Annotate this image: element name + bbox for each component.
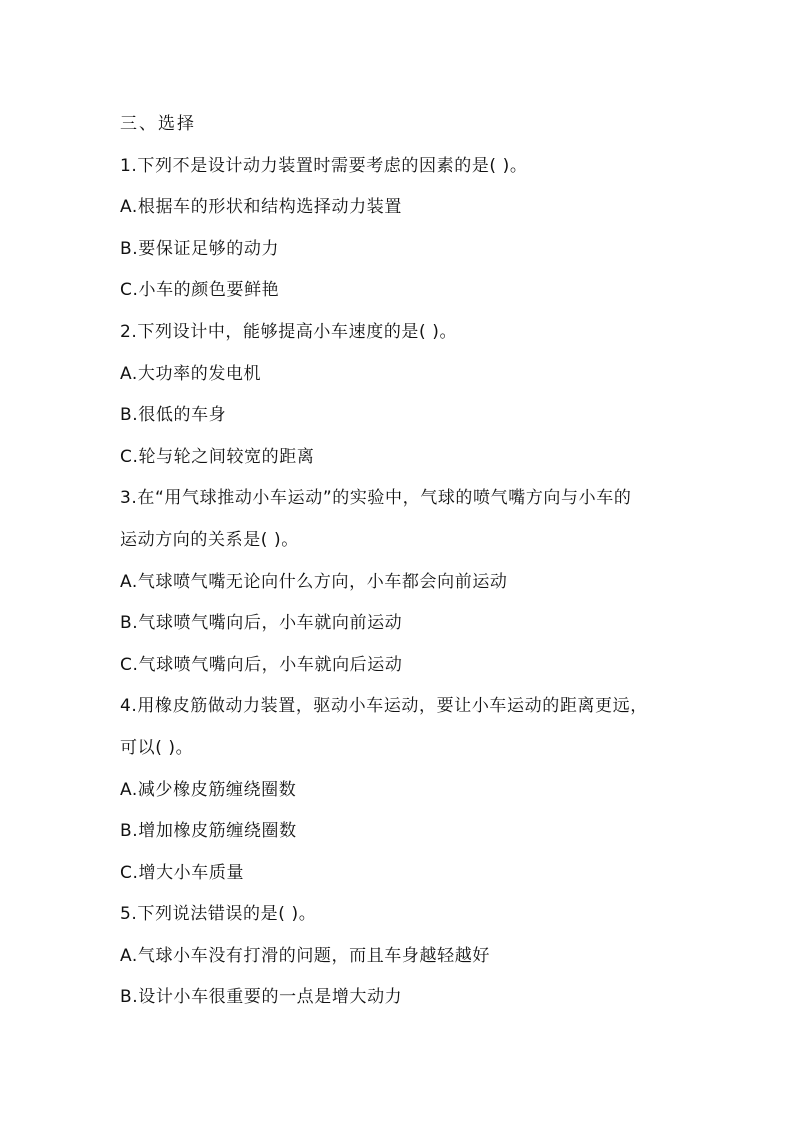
question-3-option-c: C.气球喷气嘴向后，小车就向后运动 (120, 654, 403, 675)
question-1 (120, 146, 700, 312)
question-2-option-b: B.很低的车身 (120, 405, 227, 426)
question-4-stem-line-2: 可以( )。 (120, 737, 194, 758)
question-2-option-a: A.大功率的发电机 (120, 363, 262, 384)
question-3-option-a: A.气球喷气嘴无论向什么方向，小车都会向前运动 (120, 571, 508, 592)
question-4 (120, 686, 700, 894)
question-4-stem-line-1: 4.用橡皮筋做动力装置，驱动小车运动，要让小车运动的距离更远， (120, 696, 648, 717)
question-3-stem-line-1: 3.在“用气球推动小车运动”的实验中，气球的喷气嘴方向与小车的 (120, 488, 632, 509)
question-3-stem-line-2: 运动方向的关系是( )。 (120, 529, 299, 550)
question-3-option-b: B.气球喷气嘴向后，小车就向前运动 (120, 613, 403, 634)
question-5-stem: 5.下列说法错误的是( )。 (120, 904, 317, 925)
question-1-option-b: B.要保证足够的动力 (120, 238, 280, 259)
question-2-option-c: C.轮与轮之间较宽的距离 (120, 446, 315, 467)
question-5-option-a: A.气球小车没有打滑的问题，而且车身越轻越好 (120, 945, 490, 966)
question-4-option-c: C.增大小车质量 (120, 862, 245, 883)
question-2 (120, 312, 700, 478)
question-1-option-a: A.根据车的形状和结构选择动力装置 (120, 197, 402, 218)
question-3 (120, 478, 700, 686)
question-1-stem: 1.下列不是设计动力装置时需要考虑的因素的是( )。 (120, 155, 528, 176)
question-1-option-c: C.小车的颜色要鲜艳 (120, 280, 280, 301)
question-4-option-a: A.减少橡皮筋缠绕圈数 (120, 779, 297, 800)
question-4-option-b: B.增加橡皮筋缠绕圈数 (120, 821, 297, 842)
question-5-option-b: B.设计小车很重要的一点是增大动力 (120, 987, 403, 1008)
section-title: 三、选择 (120, 114, 196, 134)
question-5 (120, 894, 700, 1019)
question-2-stem: 2.下列设计中，能够提高小车速度的是( )。 (120, 321, 458, 342)
question-section (120, 104, 700, 1019)
